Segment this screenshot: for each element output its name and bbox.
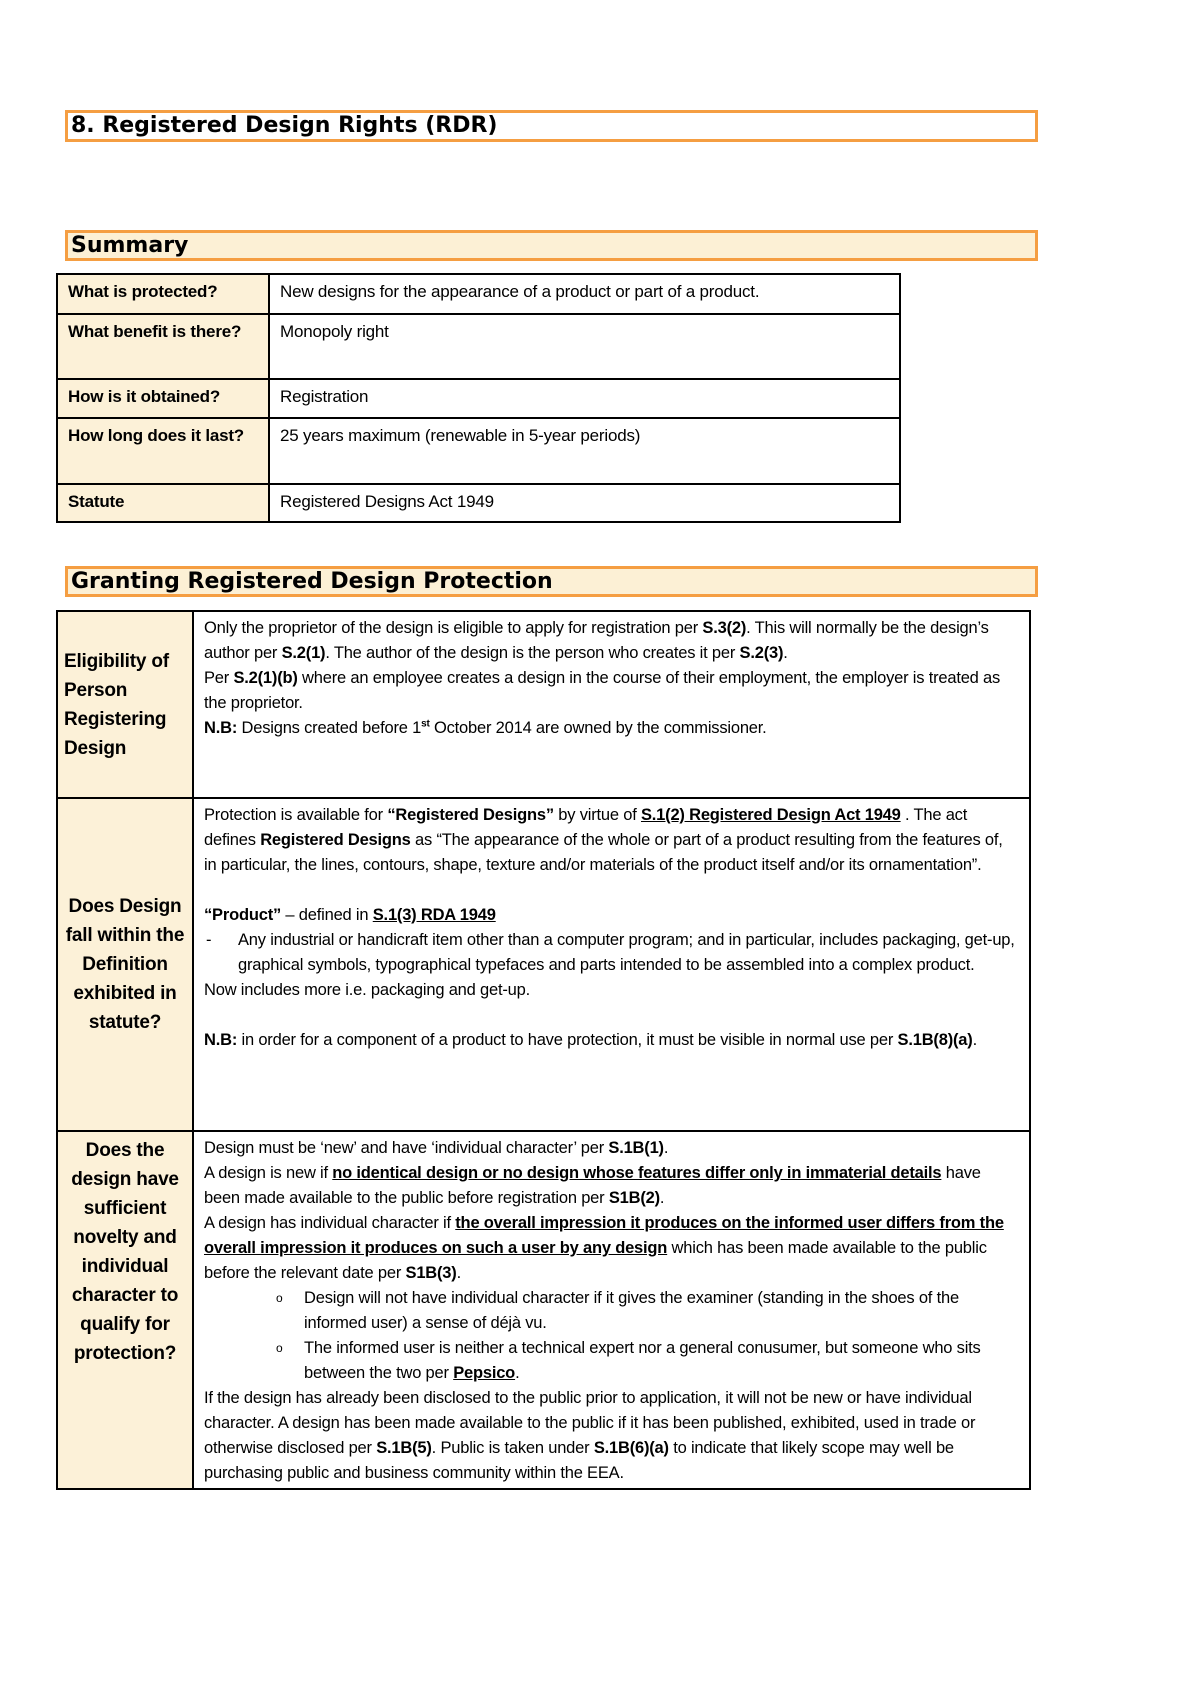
bold-text: S.1B(6)(a) [593, 1439, 669, 1457]
paragraph [204, 1028, 1019, 1053]
statute-reference: the overall impression it produces on the informed user differs from the overall impression it produces on such a user by any design [204, 1214, 1004, 1257]
text-run: . [659, 1189, 665, 1207]
text-run: . This will normally be the design’s author per [204, 619, 989, 662]
bullet-icon: o [276, 1341, 283, 1355]
bold-text: N.B: [204, 1031, 238, 1049]
paragraph [204, 1161, 1019, 1211]
spacer [204, 1003, 1019, 1028]
table-row [57, 418, 900, 484]
table-row [57, 314, 900, 379]
text-run: Designs created before 1 [237, 719, 422, 737]
text-run: . Public is taken under [431, 1439, 594, 1457]
row-text [193, 1131, 1030, 1489]
bold-text: N.B: [204, 719, 238, 737]
text-run: Now includes more i.e. packaging and get-up. [204, 981, 530, 999]
text-run: which has been made available to the public before the relevant date per [204, 1239, 987, 1282]
bullet-icon: o [276, 1291, 283, 1305]
row-label: How long does it last? [57, 418, 269, 484]
row-label: Does the design have sufficient novelty and individual character to qualify for protection? [57, 1131, 193, 1489]
paragraph [204, 616, 1019, 666]
paragraph [204, 1136, 1019, 1161]
text-run: Protection is available for [204, 806, 388, 824]
text-run: Any industrial or handicraft item other than a computer program; and in particular, includes packaging, get-up, graphical symbols, typographical typefaces and parts intended to be assembled into a complex product. [238, 931, 1015, 974]
bold-text: “Registered Designs” [387, 806, 554, 824]
text-run: . [515, 1364, 520, 1382]
text-run: to indicate that likely scope may well be purchasing public and business community within the EEA. [204, 1439, 954, 1482]
row-value: Registration [269, 379, 900, 418]
dash-item [204, 928, 1019, 978]
row-label: What benefit is there? [57, 314, 269, 379]
text-run: A design is new if [204, 1164, 333, 1182]
bold-text: S1B(2) [608, 1189, 660, 1207]
granting-heading: Granting Registered Design Protection [65, 566, 1038, 597]
text-run: in order for a component of a product to have protection, it must be visible in normal use per [237, 1031, 898, 1049]
row-value: 25 years maximum (renewable in 5-year periods) [269, 418, 900, 484]
bold-text: S.2(3) [739, 644, 784, 662]
row-text [193, 611, 1030, 798]
text-run: st [421, 718, 430, 730]
bullet-item [204, 1336, 1019, 1386]
bold-text: S.1B(1) [608, 1139, 664, 1157]
text-run: Per [204, 669, 234, 687]
text-run: October 2014 are owned by the commissioner. [429, 719, 767, 737]
text-run: . [663, 1139, 669, 1157]
table-row [57, 611, 1030, 798]
row-label: How is it obtained? [57, 379, 269, 418]
text-run: A design has individual character if [204, 1214, 456, 1232]
bold-text: “Product” [204, 906, 282, 924]
text-run: as “The appearance of the whole or part of a product resulting from the features of, in particular, the lines, contours, shape, texture and/or materials of the product itself and/or its ornamentation”. [204, 831, 1003, 874]
granting-table [56, 610, 1031, 1490]
row-label: Eligibility of Person Registering Design [57, 611, 193, 798]
text-run: have been made available to the public before registration per [204, 1164, 981, 1207]
paragraph [204, 978, 1019, 1003]
statute-reference: S.1(3) RDA 1949 [372, 906, 496, 924]
row-value: New designs for the appearance of a product or part of a product. [269, 274, 900, 314]
row-value: Registered Designs Act 1949 [269, 484, 900, 522]
text-run: Design must be ‘new’ and have ‘individual character’ per [204, 1139, 609, 1157]
paragraph [204, 1386, 1019, 1486]
text-run: . [456, 1264, 461, 1282]
paragraph [204, 803, 1019, 878]
row-text [193, 798, 1030, 1131]
statute-reference: Pepsico [453, 1364, 516, 1382]
bold-text: Registered Designs [260, 831, 411, 849]
summary-heading: Summary [65, 230, 1038, 261]
table-row [57, 379, 900, 418]
text-run: . [972, 1031, 977, 1049]
text-run: – defined in [281, 906, 373, 924]
text-run: If the design has already been disclosed to the public prior to application, it will not be new or have individual character. A design has been made available to the public if it has been published, exhibited, used in trade or otherwise disclosed per [204, 1389, 976, 1457]
bold-text: S.1B(8)(a) [897, 1031, 973, 1049]
bold-text: S.2(1)(b) [233, 669, 298, 687]
table-row [57, 274, 900, 314]
text-run: . The author of the design is the person who creates it per [325, 644, 740, 662]
paragraph [204, 716, 1019, 741]
statute-reference: S.1(2) Registered Design Act 1949 [640, 806, 901, 824]
bold-text: S.1B(5) [376, 1439, 432, 1457]
text-run: . The act defines [204, 806, 968, 849]
table-row [57, 798, 1030, 1131]
text-run: by virtue of [553, 806, 641, 824]
text-run: Only the proprietor of the design is eligible to apply for registration per [204, 619, 703, 637]
text-run: . [783, 644, 788, 662]
text-run: The informed user is neither a technical expert nor a general conusumer, but someone who sits between the two per [304, 1339, 981, 1382]
section-title: 8. Registered Design Rights (RDR) [65, 110, 1038, 142]
paragraph [204, 1211, 1019, 1286]
bold-text: S.2(1) [281, 644, 326, 662]
paragraph [204, 666, 1019, 716]
spacer [204, 878, 1019, 903]
summary-table [56, 273, 901, 523]
text-run: Design will not have individual character if it gives the examiner (standing in the shoes of the informed user) a sense of déjà vu. [304, 1289, 959, 1332]
bullet-item [204, 1286, 1019, 1336]
row-value: Monopoly right [269, 314, 900, 379]
bold-text: S1B(3) [405, 1264, 457, 1282]
row-label: Does Design fall within the Definition exhibited in statute? [57, 798, 193, 1131]
row-label: Statute [57, 484, 269, 522]
text-run: where an employee creates a design in the course of their employment, the employer is treated as the proprietor. [204, 669, 1001, 712]
table-row [57, 484, 900, 522]
table-row [57, 1131, 1030, 1489]
statute-reference: no identical design or no design whose features differ only in immaterial details [332, 1164, 942, 1182]
paragraph [204, 903, 1019, 928]
bold-text: S.3(2) [702, 619, 747, 637]
row-label: What is protected? [57, 274, 269, 314]
